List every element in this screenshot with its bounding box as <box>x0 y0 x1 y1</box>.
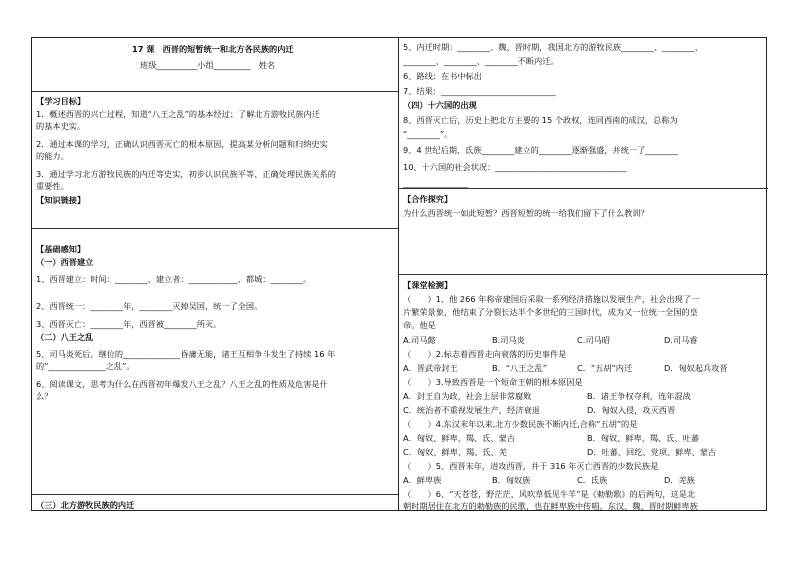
goal-1a: 1．概述西晋的兴亡过程，知道“八王之乱”的基本经过；了解北方游牧民族内迁 <box>36 109 320 119</box>
right-q9: 9、4 世纪后期，氐族________建立的________逐渐强盛，并统一了________ <box>403 145 679 155</box>
basics-header: 【基础感知】 <box>36 244 86 254</box>
right-q10b: ________________ <box>403 178 469 188</box>
right-q7: 7、结果：____________________________ <box>403 86 556 96</box>
test-2-option-b: B．“八王之乱” <box>492 363 548 373</box>
section-4: （四）十六国的出现 <box>403 100 477 110</box>
test-5-option-c: C．氐族 <box>577 475 608 485</box>
test-2: （ ）2.标志着西晋走向衰落的历史事件是 <box>403 349 567 359</box>
test-5-option-d: D．羌族 <box>664 475 695 485</box>
test-1a: （ ）1、他 266 年称帝建国后采取一系列经济措施以发展生产，社会出现了一 <box>403 294 700 304</box>
test-6a: （ ）6、“天苍苍，野茫茫，风吹草低见牛羊”是《勅勒歌》的后两句，这是北 <box>403 489 696 499</box>
test-3: （ ）3.导致西晋是一个短命王朝的根本原因是 <box>403 377 583 387</box>
question-2: 2、西晋统一：________年，________灭掉吴国，统一了全国。 <box>36 301 263 311</box>
right-q8a: 8、西晋灭亡后，历史上把北方主要的 15 个政权，连同西南的成汉，总称为 <box>403 115 678 125</box>
test-4-option-c: C．匈奴、鲜卑、羯、氐、羌 <box>403 447 507 457</box>
goal-2b: 的能力。 <box>36 151 69 161</box>
test-4-option-a: A．匈奴、鲜卑、羯、氐、蒙古 <box>403 433 516 443</box>
rule-3 <box>32 494 398 495</box>
test-3-option-a: A．封王自为政，社会上层非常腐败 <box>403 391 532 401</box>
goal-3a: 3．通过学习北方游牧民族的内迁等史实，初步认识民族平等、正确处理民族关系的 <box>36 169 336 179</box>
test-header: 【课堂检测】 <box>403 280 453 290</box>
question-3: 3、西晋灭亡：________年，西晋被________所灭。 <box>36 319 222 329</box>
test-5-option-a: A．鲜卑族 <box>403 475 442 485</box>
rule-5 <box>398 274 768 275</box>
test-3-option-b: B．诸王争权夺利，连年混战 <box>587 391 691 401</box>
right-q5b: ________、________、________不断内迁。 <box>403 56 559 66</box>
rule-2 <box>32 228 398 229</box>
rule-4 <box>398 188 768 189</box>
coop-question: 为什么西晋统一如此短暂？西晋短暂的统一给我们留下了什么教训？ <box>403 208 649 218</box>
section-2: （二）八王之乱 <box>36 332 94 342</box>
goal-1b: 的基本史实。 <box>36 121 86 131</box>
test-2-option-a: A．晋武帝封王 <box>403 363 458 373</box>
right-q10: 10、十六国的社会状况：________________________________ <box>403 162 627 172</box>
right-q6: 6、路线：在书中标出 <box>403 71 482 81</box>
section-3: （三）北方游牧民族的内迁 <box>36 500 135 510</box>
test-4: （ ）4.东汉末年以来,北方少数民族不断内迁,合称“五胡”的是 <box>403 419 638 429</box>
goal-3b: 重要性。 <box>36 181 69 191</box>
rule-1 <box>32 91 398 92</box>
test-1c: 帝。他是 <box>403 320 436 330</box>
coop-header: 【合作探究】 <box>403 194 453 204</box>
test-6b: 朝时期居住在北方的勅勒族的民歌，也在鲜卑族中传唱。东汉、魏、晋时期鲜卑族 <box>403 501 698 511</box>
test-5: （ ）5、西晋末年，进攻西晋，并于 316 年灭亡西晋的少数民族是 <box>403 461 659 471</box>
question-1: 1、西晋建立：时间：________、建立者：____________、都城：________。 <box>36 274 312 284</box>
student-info-line: 班级__________小组_________ 姓名 <box>140 60 276 70</box>
question-6a: 6、阅读课文，思考为什么在西晋初年爆发八王之乱？八王之乱的性质及危害是什 <box>36 379 328 389</box>
test-3-option-d: D．匈奴入侵，攻灭西晋 <box>587 405 676 415</box>
test-1-option-c: C.司马昭 <box>577 335 610 345</box>
test-2-option-c: C．“五胡”内迁 <box>577 363 633 373</box>
section-1: （一）西晋建立 <box>36 257 94 267</box>
question-5a: 5、司马炎死后，继位的______________昏庸无能，诸王互相争斗发生了持续 16 年 <box>36 349 336 359</box>
test-4-option-b: B．匈奴、鲜卑、羯、氐、吐蕃 <box>587 433 700 443</box>
links-header: 【知识链接】 <box>36 195 86 205</box>
test-1-option-a: A.司马懿 <box>403 335 436 345</box>
test-1b: 片繁荣景象，他结束了分裂长达半个多世纪的三国时代，成为又一位统一全国的皇 <box>403 307 698 317</box>
page-title: 17 课 西晋的短暂统一和北方各民族的内迁 <box>132 44 294 54</box>
goal-2a: 2．通过本课的学习，正确认识西晋灭亡的根本原因，提高某分析问题和归纳史实 <box>36 139 328 149</box>
question-5b: 的“______________之乱”。 <box>36 361 135 371</box>
test-1-option-b: B.司马炎 <box>492 335 525 345</box>
goals-header: 【学习目标】 <box>36 96 86 106</box>
right-q5: 5、内迁时期：________、魏、晋时期，我国北方的游牧民族________、________、 <box>403 42 703 52</box>
test-5-option-b: B．匈奴族 <box>492 475 531 485</box>
worksheet-frame <box>31 37 767 511</box>
test-3-option-c: C．统治者不重视发展生产，经济衰退 <box>403 405 540 415</box>
test-4-option-d: D．吐蕃、回纥、党项、鲜卑、蒙古 <box>587 447 717 457</box>
question-6b: 么？ <box>36 391 53 401</box>
right-q8b: “________”。 <box>403 129 453 139</box>
test-2-option-d: D．匈奴起兵攻晋 <box>664 363 728 373</box>
test-1-option-d: D.司马睿 <box>664 335 698 345</box>
